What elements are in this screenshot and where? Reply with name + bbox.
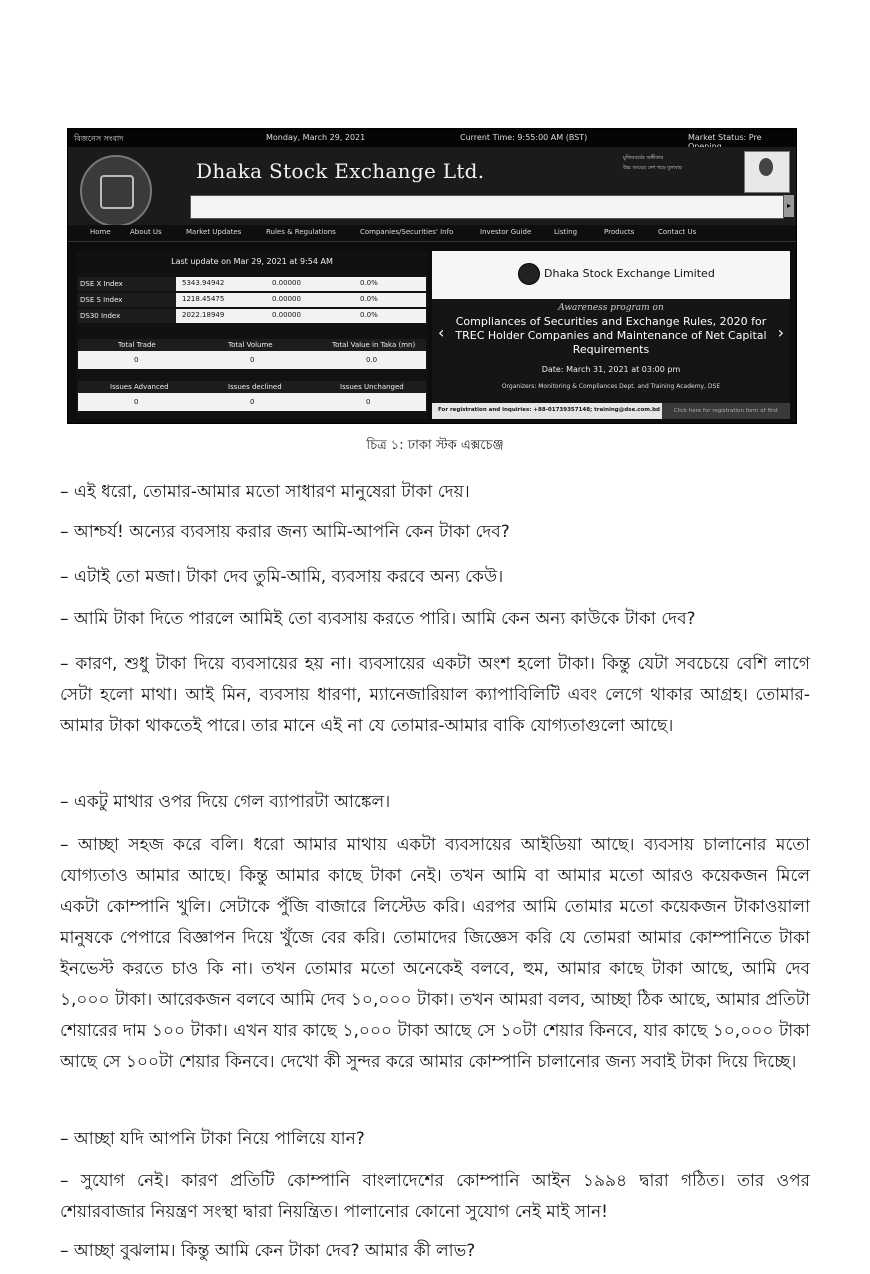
menu-item-market-updates[interactable]: Market Updates <box>186 228 242 236</box>
menu-item-products[interactable]: Products <box>604 228 635 236</box>
index-change: 0.00000 <box>272 311 301 319</box>
trade-header: Total Volume <box>228 341 273 349</box>
issues-value: 0 <box>134 398 139 406</box>
banner-right-sub: উচ্চ আয়ের দেশ গড়ে তুলবার <box>623 165 682 171</box>
promo-date: Date: March 31, 2021 at 03:00 pm <box>541 365 681 374</box>
site-banner <box>68 147 796 225</box>
trade-value: 0.0 <box>366 356 378 364</box>
dse-website-screenshot <box>67 128 797 424</box>
promo-organizers: Organizers: Monitoring & Compliances Dept. and Training Academy, DSE <box>501 383 721 390</box>
promo-headline: Compliances of Securities and Exchange Rules, 2020 for TREC Holder Companies and Maintenance of Net Capital Requirements <box>455 315 767 356</box>
index-name: DSE X Index <box>78 277 176 291</box>
dialogue-line: – আচ্ছা বুঝলাম। কিন্তু আমি কেন টাকা দেব? আমার কী লাভ? <box>60 1241 476 1261</box>
issues-value: 0 <box>366 398 371 406</box>
promo-footer <box>432 403 790 419</box>
menu-item-contact[interactable]: Contact Us <box>658 228 697 236</box>
portrait-image <box>744 151 790 193</box>
index-panel <box>76 251 428 419</box>
index-change: 0.00000 <box>272 279 301 287</box>
dialogue-line: – এই ধরো, তোমার-আমার মতো সাধারণ মানুষেরা টাকা দেয়। <box>60 482 470 502</box>
issues-value-row <box>78 393 426 411</box>
dialogue-line: – আচ্ছা যদি আপনি টাকা নিয়ে পালিয়ে যান? <box>60 1129 365 1149</box>
index-percent: 0.0% <box>360 311 378 319</box>
issues-header: Issues declined <box>228 383 282 391</box>
index-value: 5343.94942 <box>182 279 225 287</box>
issues-header: Issues Advanced <box>110 383 169 391</box>
dialogue-line: – একটু মাথার ওপর দিয়ে গেল ব্যাপারটা আঙ্কেল। <box>60 792 391 812</box>
search-button[interactable]: ▸ <box>784 195 794 217</box>
index-percent: 0.0% <box>360 295 378 303</box>
index-change: 0.00000 <box>272 295 301 303</box>
index-row[interactable] <box>78 293 426 307</box>
menu-item-listing[interactable]: Listing <box>554 228 578 236</box>
registration-link[interactable]: Click here for registration form of first <box>662 403 790 419</box>
index-percent: 0.0% <box>360 279 378 287</box>
issues-header-row <box>78 381 426 393</box>
dialogue-line: – এটাই তো মজা। টাকা দেব তুমি-আমি, ব্যবসায় করবে অন্য কেউ। <box>60 567 504 587</box>
last-update-text: Last update on Mar 29, 2021 at 9:54 AM <box>76 251 428 273</box>
trade-header: Total Value in Taka (mn) <box>332 341 416 349</box>
topbar-current-time: Current Time: 9:55:00 AM (BST) <box>460 133 588 142</box>
dialogue-line: – আমি টাকা দিতে পারলে আমিই তো ব্যবসায় করতে পারি। আমি কেন অন্য কাউকে টাকা দেব? <box>60 609 696 629</box>
dse-emblem-icon <box>518 263 540 285</box>
index-row[interactable] <box>78 309 426 323</box>
trade-value: 0 <box>134 356 139 364</box>
index-name: DSE S Index <box>78 293 176 307</box>
issues-header: Issues Unchanged <box>340 383 404 391</box>
menu-item-investor-guide[interactable]: Investor Guide <box>480 228 532 236</box>
index-row[interactable] <box>78 277 426 291</box>
search-input[interactable] <box>190 195 784 219</box>
next-slide-arrow-icon[interactable]: › <box>777 323 784 342</box>
promo-awareness: Awareness program on <box>558 303 664 313</box>
main-menu <box>68 225 796 242</box>
promo-body <box>432 299 790 403</box>
figure-caption: চিত্র ১: ঢাকা স্টক এক্সচেঞ্জ <box>366 438 504 453</box>
site-title: Dhaka Stock Exchange Ltd. <box>196 159 485 183</box>
topbar-market-status: Market Status: Pre <box>688 133 762 142</box>
menu-item-rules[interactable]: Rules & Regulations <box>266 228 336 236</box>
dse-logo-icon <box>80 155 152 227</box>
menu-item-home[interactable]: Home <box>90 228 111 236</box>
promo-header <box>432 251 790 299</box>
top-info-bar <box>68 129 796 147</box>
trade-header-row <box>78 339 426 351</box>
trade-header: Total Trade <box>118 341 156 349</box>
topbar-left-text: বিজনেস সংবাদ <box>74 134 124 143</box>
promo-slider[interactable] <box>432 251 790 419</box>
banner-right-label: মুজিববর্ষের অঙ্গীকার <box>623 155 664 161</box>
trade-value-row <box>78 351 426 369</box>
dialogue-paragraph: – সুযোগ নেই। কারণ প্রতিটি কোম্পানি বাংলাদেশের কোম্পানি আইন ১৯৯৪ দ্বারা গঠিত। তার ওপর শেয়ারবাজার নিয়ন্ত্রণ সংস্থা দ্বারা নিয়ন্ত্রিত। পালানোর কোনো সুযোগ নেই মাই সান! <box>60 1171 810 1222</box>
prev-slide-arrow-icon[interactable]: ‹ <box>438 323 445 342</box>
index-value: 1218.45475 <box>182 295 225 303</box>
index-name: DS30 Index <box>78 309 176 323</box>
promo-org-name: Dhaka Stock Exchange Limited <box>544 267 715 280</box>
topbar-date: Monday, March 29, 2021 <box>266 133 366 142</box>
dialogue-paragraph: – কারণ, শুধু টাকা দিয়ে ব্যবসায়ের হয় না। ব্যবসায়ের একটা অংশ হলো টাকা। কিন্তু যেটা সবচেয়ে বেশি লাগে সেটা হলো মাথা। আই মিন, ব্যবসায় ধারণা, ম্যানেজারিয়াল ক্যাপাবিলিটি এবং লেগে থাকার আগ্রহ। তোমার-আমার টাকা থাকতেই পারে। তার মানে এই না যে তোমার-আমার বাকি যোগ্যতাগুলো আছে। <box>60 654 810 736</box>
registration-info: For registration and inquiries: +88-01739357148; training@dse.com.bd <box>438 407 660 413</box>
index-value: 2022.18949 <box>182 311 225 319</box>
dialogue-paragraph: – আচ্ছা সহজ করে বলি। ধরো আমার মাথায় একটা ব্যবসায়ের আইডিয়া আছে। ব্যবসায় চালানোর মতো যোগ্যতাও আমার আছে। কিন্তু আমার কাছে টাকা নেই। তখন আমি বা আমার মতো আরও কয়েকজন মিলে একটা কোম্পানি খুলি। সেটাকে পুঁজি বাজারে লিস্টেড করি। এরপর আমি তোমার মতো কয়েকজন টাকাওয়ালা মানুষকে পেপারে বিজ্ঞাপন দিয়ে খুঁজে বের করি। তোমাদের জিজ্ঞেস করি যে তোমরা আমার কোম্পানিতে টাকা ইনভেস্ট করতে চাও কি না। তখন তোমার মতো অনেকেই বলবে, হুম, আমার কাছে টাকা আছে, আমি দেব ১,০০০ টাকা। আরেকজন বলবে আমি দেব ১০,০০০ টাকা। তখন আমরা বলব, আচ্ছা ঠিক আছে, আমার প্রতিটা শেয়ারের দাম ১০০ টাকা। এখন যার কাছে ১,০০০ টাকা আছে সে ১০টা শেয়ার কিনবে, যার কাছে ১০,০০০ টাকা আছে সে ১০০টা শেয়ার কিনবে। দেখো কী সুন্দর করে আমার কোম্পানি চালানোর জন্য সবাই টাকা দিয়ে দিচ্ছে। <box>60 835 810 1072</box>
menu-item-companies[interactable]: Companies/Securities' Info <box>360 228 454 236</box>
dialogue-line: – আশ্চর্য! অন্যের ব্যবসায় করার জন্য আমি-আপনি কেন টাকা দেব? <box>60 522 510 542</box>
menu-item-about[interactable]: About Us <box>130 228 162 236</box>
issues-value: 0 <box>250 398 255 406</box>
trade-value: 0 <box>250 356 255 364</box>
